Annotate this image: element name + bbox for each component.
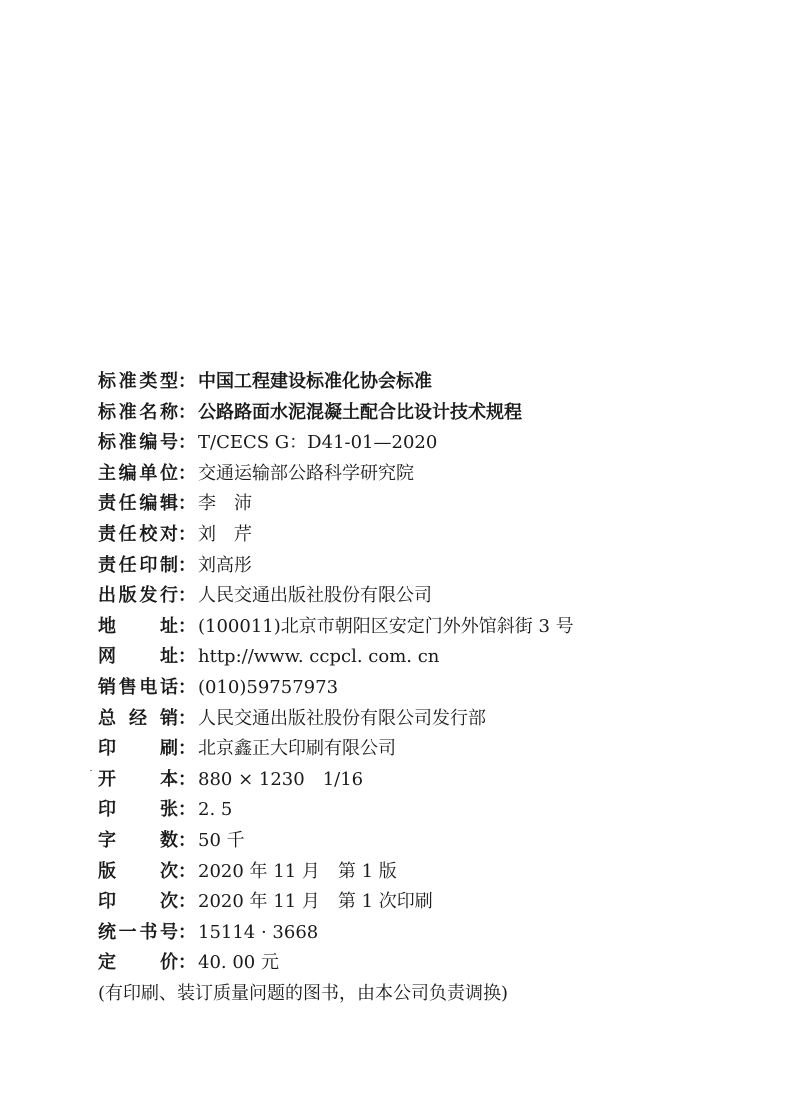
- colon: ：: [178, 554, 196, 576]
- row-book-number: [98, 918, 738, 949]
- row-distributor: [98, 704, 738, 735]
- row-standard-name: [98, 398, 738, 429]
- colon: ：: [178, 921, 196, 943]
- value-standard-number: T/CECS G：D41-01—2020: [198, 432, 438, 454]
- row-publisher: [98, 581, 738, 612]
- colon: ：: [178, 952, 196, 974]
- label-editor: 责任编辑: [98, 493, 178, 515]
- value-printing: 2020 年 11 月 第 1 次印刷: [198, 891, 433, 913]
- row-standard-number: [98, 428, 738, 459]
- label-proofreader: 责任校对: [98, 523, 178, 545]
- label-chief-unit: 主编单位: [98, 462, 178, 484]
- colon: ：: [178, 891, 196, 913]
- row-edition: [98, 857, 738, 888]
- colon: ：: [178, 676, 196, 698]
- row-print-supervisor: [98, 551, 738, 582]
- value-chief-unit: 交通运输部公路科学研究院: [198, 462, 414, 484]
- colon: ：: [178, 432, 196, 454]
- colon: ：: [178, 768, 196, 790]
- row-price: [98, 948, 738, 979]
- row-standard-type: [98, 367, 738, 398]
- row-sheets: [98, 795, 738, 826]
- row-format: [98, 765, 738, 796]
- label-sheets: 印 张: [98, 799, 178, 821]
- label-standard-number: 标准编号: [98, 432, 178, 454]
- colon: ：: [178, 493, 196, 515]
- value-standard-type: 中国工程建设标准化协会标准: [198, 371, 432, 392]
- label-standard-type: 标准类型: [98, 371, 178, 392]
- row-website: [98, 642, 738, 673]
- label-edition: 版 次: [98, 860, 178, 882]
- value-distributor: 人民交通出版社股份有限公司发行部: [198, 707, 486, 729]
- label-word-count: 字 数: [98, 829, 178, 851]
- colon: ：: [178, 860, 196, 882]
- label-printing: 印 次: [98, 891, 178, 913]
- label-publisher: 出版发行: [98, 585, 178, 607]
- value-website: http://www. ccpcl. com. cn: [198, 646, 440, 668]
- label-book-number: 统一书号: [98, 921, 178, 943]
- quality-note: (有印刷、装订质量问题的图书，由本公司负责调换): [98, 982, 509, 1004]
- value-printer: 北京鑫正大印刷有限公司: [198, 738, 396, 760]
- colon: ：: [178, 371, 196, 392]
- row-printing: [98, 887, 738, 918]
- value-word-count: 50 千: [198, 829, 245, 851]
- colon: ：: [178, 738, 196, 760]
- colon: ：: [178, 401, 196, 423]
- label-address: 地 址: [98, 615, 178, 637]
- colophon: [98, 367, 738, 1009]
- label-price: 定 价: [98, 952, 178, 974]
- value-editor: 李 沛: [198, 493, 252, 515]
- colon: ：: [178, 523, 196, 545]
- value-book-number: 15114 · 3668: [198, 921, 319, 943]
- value-publisher: 人民交通出版社股份有限公司: [198, 585, 432, 607]
- value-format: 880 × 1230 1/16: [198, 768, 364, 790]
- value-print-supervisor: 刘高彤: [198, 554, 252, 576]
- value-proofreader: 刘 芹: [198, 523, 252, 545]
- row-proofreader: [98, 520, 738, 551]
- label-sales-phone: 销售电话: [98, 676, 178, 698]
- label-website: 网 址: [98, 646, 178, 668]
- colon: ：: [178, 646, 196, 668]
- value-sheets: 2. 5: [198, 799, 233, 821]
- colon: ：: [178, 829, 196, 851]
- row-editor: [98, 489, 738, 520]
- colon: ：: [178, 707, 196, 729]
- label-distributor: 总 经 销: [98, 707, 178, 729]
- colon: ：: [178, 585, 196, 607]
- row-sales-phone: [98, 673, 738, 704]
- row-chief-unit: [98, 459, 738, 490]
- label-format: 开 本: [98, 768, 178, 790]
- value-edition: 2020 年 11 月 第 1 版: [198, 860, 397, 882]
- scan-speck: [90, 770, 92, 771]
- label-printer: 印 刷: [98, 738, 178, 760]
- value-address: (100011)北京市朝阳区安定门外外馆斜街 3 号: [198, 615, 574, 637]
- row-word-count: [98, 826, 738, 857]
- value-standard-name: 公路路面水泥混凝土配合比设计技术规程: [198, 401, 522, 423]
- colon: ：: [178, 615, 196, 637]
- colon: ：: [178, 462, 196, 484]
- row-address: [98, 612, 738, 643]
- row-printer: [98, 734, 738, 765]
- label-standard-name: 标准名称: [98, 401, 178, 423]
- label-print-supervisor: 责任印制: [98, 554, 178, 576]
- value-sales-phone: (010)59757973: [198, 676, 339, 698]
- value-price: 40. 00 元: [198, 952, 279, 974]
- colon: ：: [178, 799, 196, 821]
